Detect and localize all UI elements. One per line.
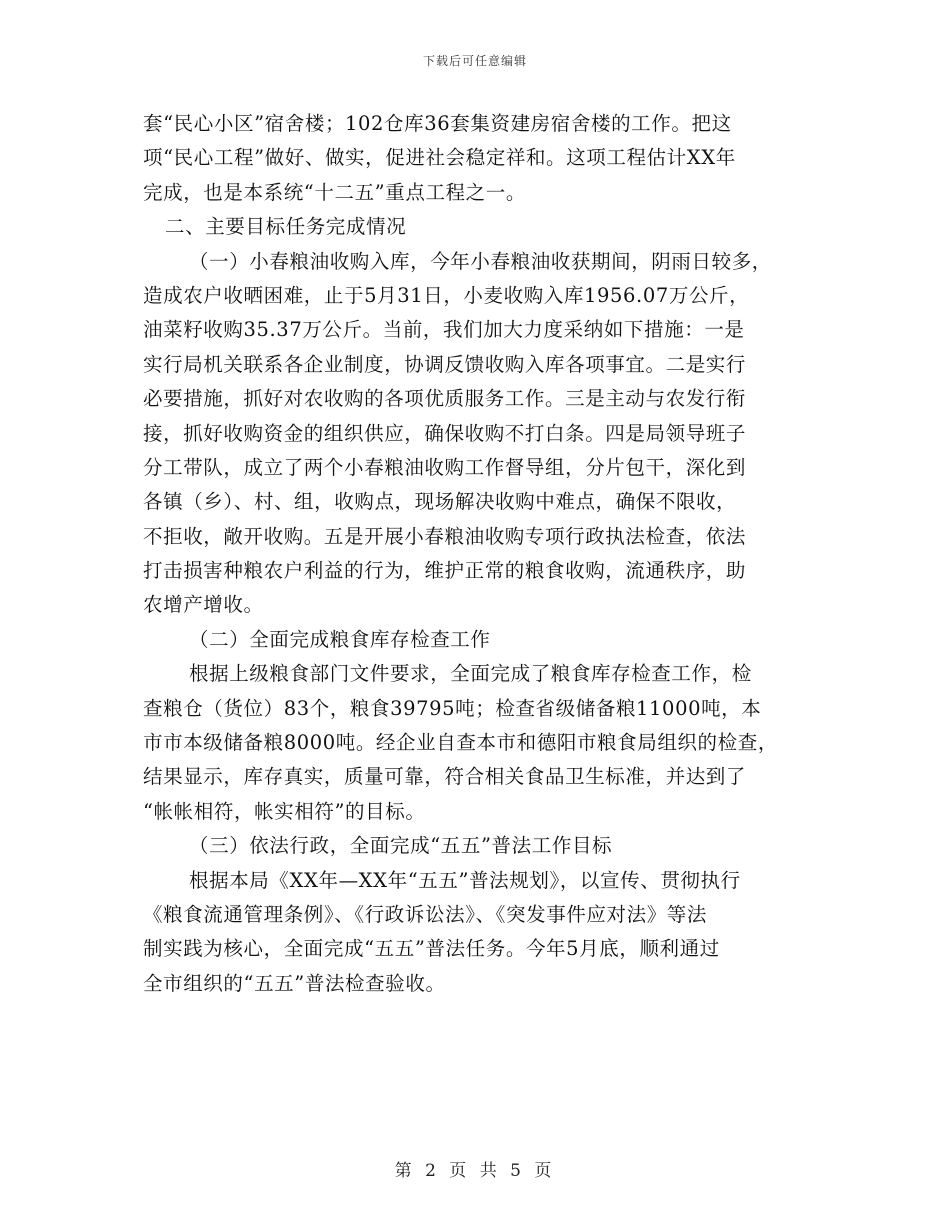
body-line: 造成农户收晒困难，止于5月31日，小麦收购入库1956.07万公斤， xyxy=(143,283,750,307)
body-line: 分工带队，成立了两个小春粮油收购工作督导组，分片包干，深化到 xyxy=(143,455,747,479)
body-line: 完成，也是本系统“十二五”重点工程之一。 xyxy=(143,180,526,204)
body-line: 实行局机关联系各企业制度，协调反馈收购入库各项事宜。二是实行 xyxy=(143,352,747,376)
subsection-heading: （二）全面完成粮食库存检查工作 xyxy=(189,627,491,651)
body-line: 根据上级粮食部门文件要求，全面完成了粮食库存检查工作，检 xyxy=(189,662,752,686)
subsection-heading: （一）小春粮油收购入库，今年小春粮油收获期间，阴雨日较多， xyxy=(189,249,772,273)
body-line: 必要措施，抓好对农收购的各项优质服务工作。三是主动与农发行衔 xyxy=(143,387,747,411)
body-line: 接，抓好收购资金的组织供应，确保收购不打白条。四是局领导班子 xyxy=(143,421,747,445)
body-line: 查粮仓（货位）83个，粮食39795吨；检查省级储备粮11000吨，本 xyxy=(143,696,762,720)
subsection-heading: （三）依法行政，全面完成“五五”普法工作目标 xyxy=(189,834,613,858)
body-line: 市市本级储备粮8000吨。经企业自查本市和德阳市粮食局组织的检查， xyxy=(143,731,778,755)
body-line: 制实践为核心，全面完成“五五”普法任务。今年5月底，顺利通过 xyxy=(143,937,720,961)
body-line: 全市组织的“五五”普法检查验收。 xyxy=(143,971,446,995)
page-header-note: 下载后可任意编辑 xyxy=(422,54,527,68)
body-line: 项“民心工程”做好、做实，促进社会稳定祥和。这项工程估计XX年 xyxy=(143,146,736,170)
page-number: 第 2 页 共 5 页 xyxy=(394,1161,556,1181)
body-line: 结果显示，库存真实，质量可靠，符合相关食品卫生标准，并达到了 xyxy=(143,765,747,789)
body-line: 不拒收，敞开收购。五是开展小春粮油收购专项行政执法检查，依法 xyxy=(143,524,747,548)
body-line: 各镇（乡）、村、组，收购点，现场解决收购中难点，确保不限收， xyxy=(143,490,737,514)
body-line: 油菜籽收购35.37万公斤。当前，我们加大力度采纳如下措施：一是 xyxy=(143,318,745,342)
section-heading: 二、主要目标任务完成情况 xyxy=(165,215,407,239)
document-body xyxy=(143,107,813,1001)
body-line: 根据本局《XX年—XX年“五五”普法规划》，以宣传、贯彻执行 xyxy=(189,868,741,892)
body-line: 《粮食流通管理条例》、《行政诉讼法》、《突发事件应对法》等法 xyxy=(143,902,708,926)
body-line: 套“民心小区”宿舍楼；102仓库36套集资建房宿舍楼的工作。把这 xyxy=(143,112,732,135)
body-line: 农增产增收。 xyxy=(143,593,264,617)
body-line: 打击损害种粮农户利益的行为，维护正常的粮食收购，流通秩序，助 xyxy=(143,559,747,583)
body-line: “帐帐相符，帐实相符”的目标。 xyxy=(143,799,426,823)
